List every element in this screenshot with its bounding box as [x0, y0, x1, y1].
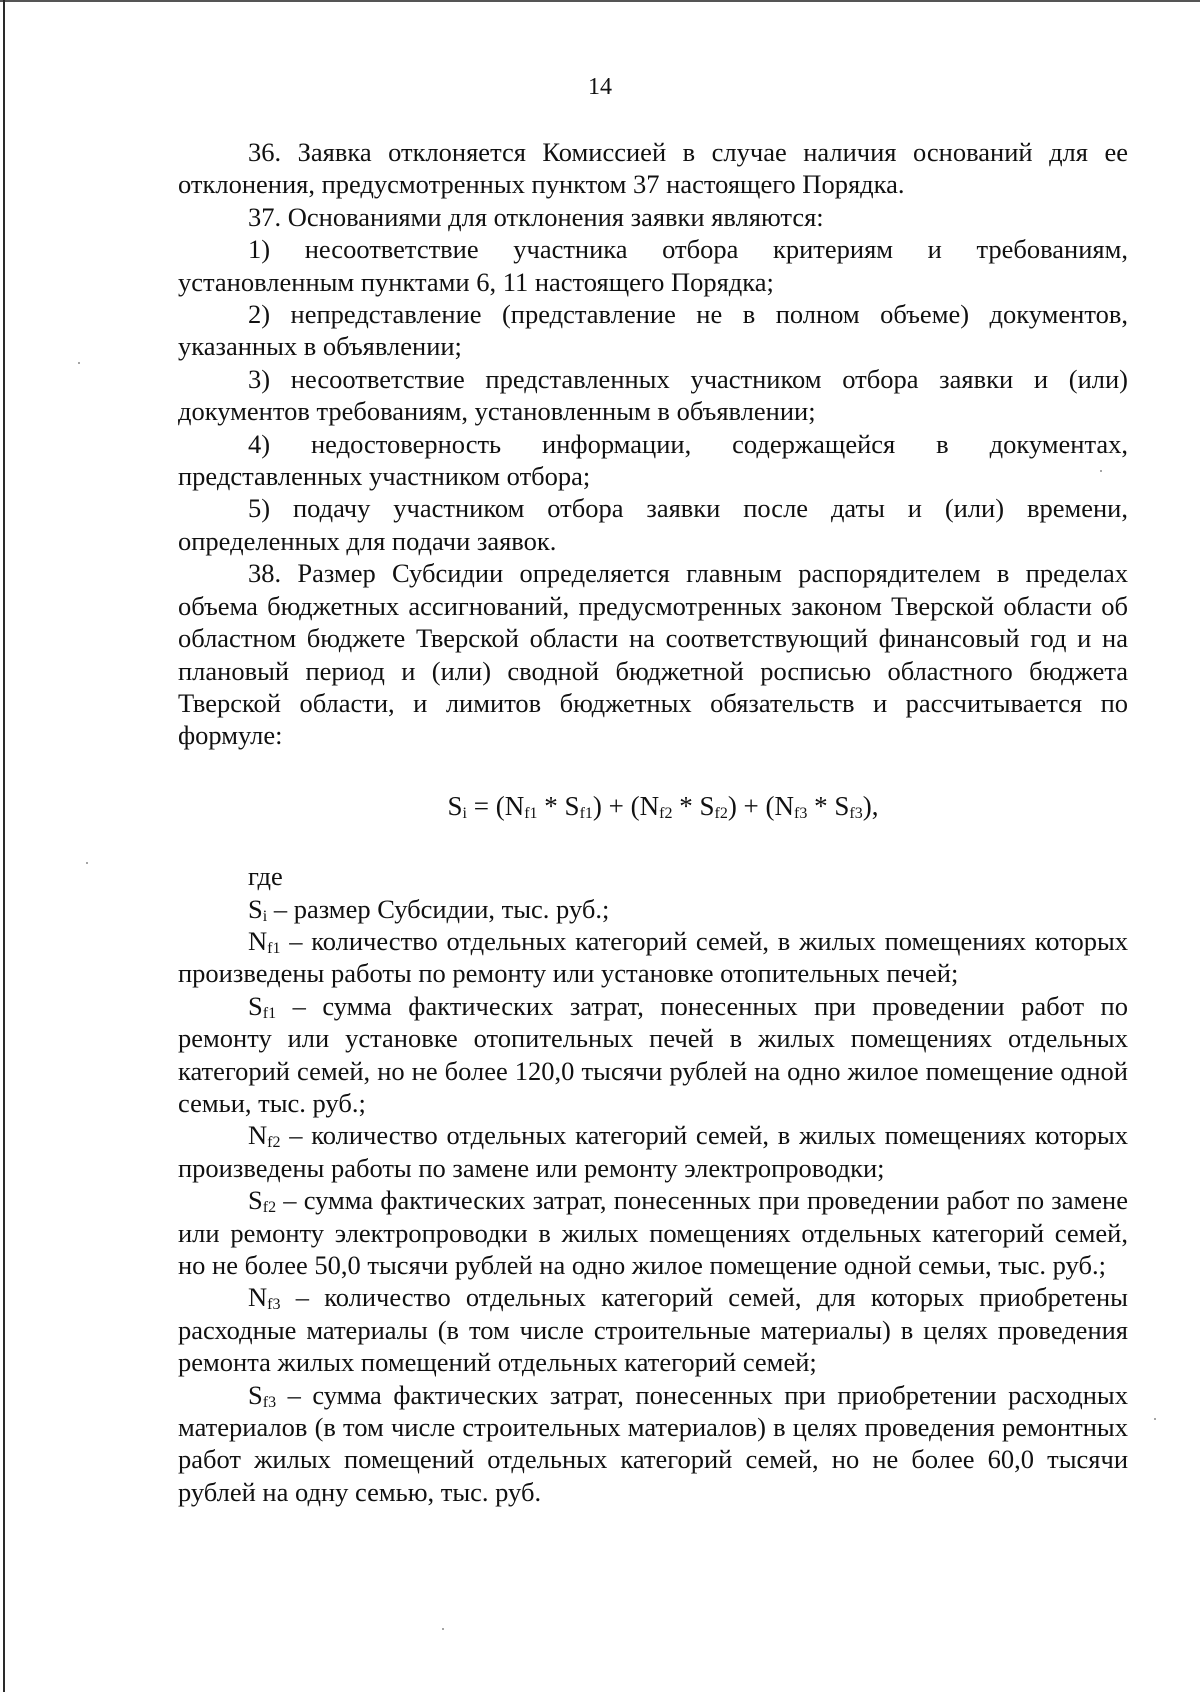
- paragraph-38: 38. Размер Субсидии определяется главным распорядителем в пределах объема бюджетных ассигнований, предусмотренных законом Тверской области об областном бюджете Тверской области на соответствующий финансовый год и на плановый период и (или) сводной бюджетной росписью областного бюджета Тверской области, и лимитов бюджетных обязательств и рассчитывается по формуле:: [178, 558, 1128, 751]
- paragraph-37: 37. Основаниями для отклонения заявки являются:: [248, 201, 824, 232]
- scan-speck: [86, 862, 88, 864]
- list-item-1: 1) несоответствие участника отбора критериям и требованиям, установленным пунктами 6, 11 настоящего Порядка;: [178, 234, 1128, 297]
- list-item-2: 2) непредставление (представление не в полном объеме) документов, указанных в объявлении;: [178, 299, 1128, 362]
- document-body: [178, 136, 1128, 1508]
- scan-speck: [1100, 470, 1102, 472]
- scan-top-edge: [0, 0, 1200, 2]
- scan-speck: [78, 362, 80, 364]
- definition-nf3: $N_{f3}$ – количество отдельных категорий семей, для которых приобретены расходные материалы (в том числе строительные материалы) в целях проведения ремонта жилых помещений отдельных категорий семей;: [178, 1282, 1128, 1378]
- definition-sf3: $S_{f3}$ – сумма фактических затрат, понесенных при приобретении расходных материалов (в том числе строительных материалов) в целях проведения ремонтных работ жилых помещений отдельных категорий семей, но не более 60,0 тысячи рублей на одну семью, тыс. руб.: [178, 1379, 1128, 1507]
- paragraph-36: 36. Заявка отклоняется Комиссией в случае наличия оснований для ее отклонения, предусмотренных пунктом 37 настоящего Порядка.: [178, 137, 1128, 200]
- subsidy-formula: $S_i = (N_{f1} * S_{f1}) + (N_{f2} * S_{f2}) + (N_{f3} * S_{f3})$,: [447, 790, 879, 822]
- definition-si: $S_i$ – размер Субсидии, тыс. руб.;: [248, 893, 610, 925]
- where-label: где: [248, 861, 283, 892]
- definition-sf1: $S_{f1}$ – сумма фактических затрат, понесенных при проведении работ по ремонту или установке отопительных печей в жилых помещениях отдельных категорий семей, но не более 120,0 тысячи рублей на одно жилое помещение одной семьи, тыс. руб.;: [178, 990, 1128, 1118]
- list-item-4: 4) недостоверность информации, содержащейся в документах, представленных участником отбора;: [178, 428, 1128, 492]
- definition-nf1: $N_{f1}$ – количество отдельных категорий семей, в жилых помещениях которых произведены работы по ремонту или установке отопительных печей;: [178, 925, 1128, 989]
- scan-speck: [1154, 1418, 1156, 1420]
- scan-speck: [442, 1628, 444, 1630]
- list-item-3: 3) несоответствие представленных участником отбора заявки и (или) документов требованиям, установленным в объявлении;: [178, 363, 1128, 427]
- list-item-5: 5) подачу участником отбора заявки после даты и (или) времени, определенных для подачи заявок.: [178, 493, 1128, 556]
- definition-nf2: $N_{f2}$ – количество отдельных категорий семей, в жилых помещениях которых произведены работы по замене или ремонту электропроводки;: [178, 1120, 1128, 1183]
- definition-sf2: $S_{f2}$ – сумма фактических затрат, понесенных при проведении работ по замене или ремонту электропроводки в жилых помещениях отдельных категорий семей, но не более 50,0 тысячи рублей на одно жилое помещение одной семьи, тыс. руб.;: [178, 1185, 1128, 1280]
- page-number: 14: [588, 74, 612, 100]
- scan-left-edge: [3, 0, 5, 1692]
